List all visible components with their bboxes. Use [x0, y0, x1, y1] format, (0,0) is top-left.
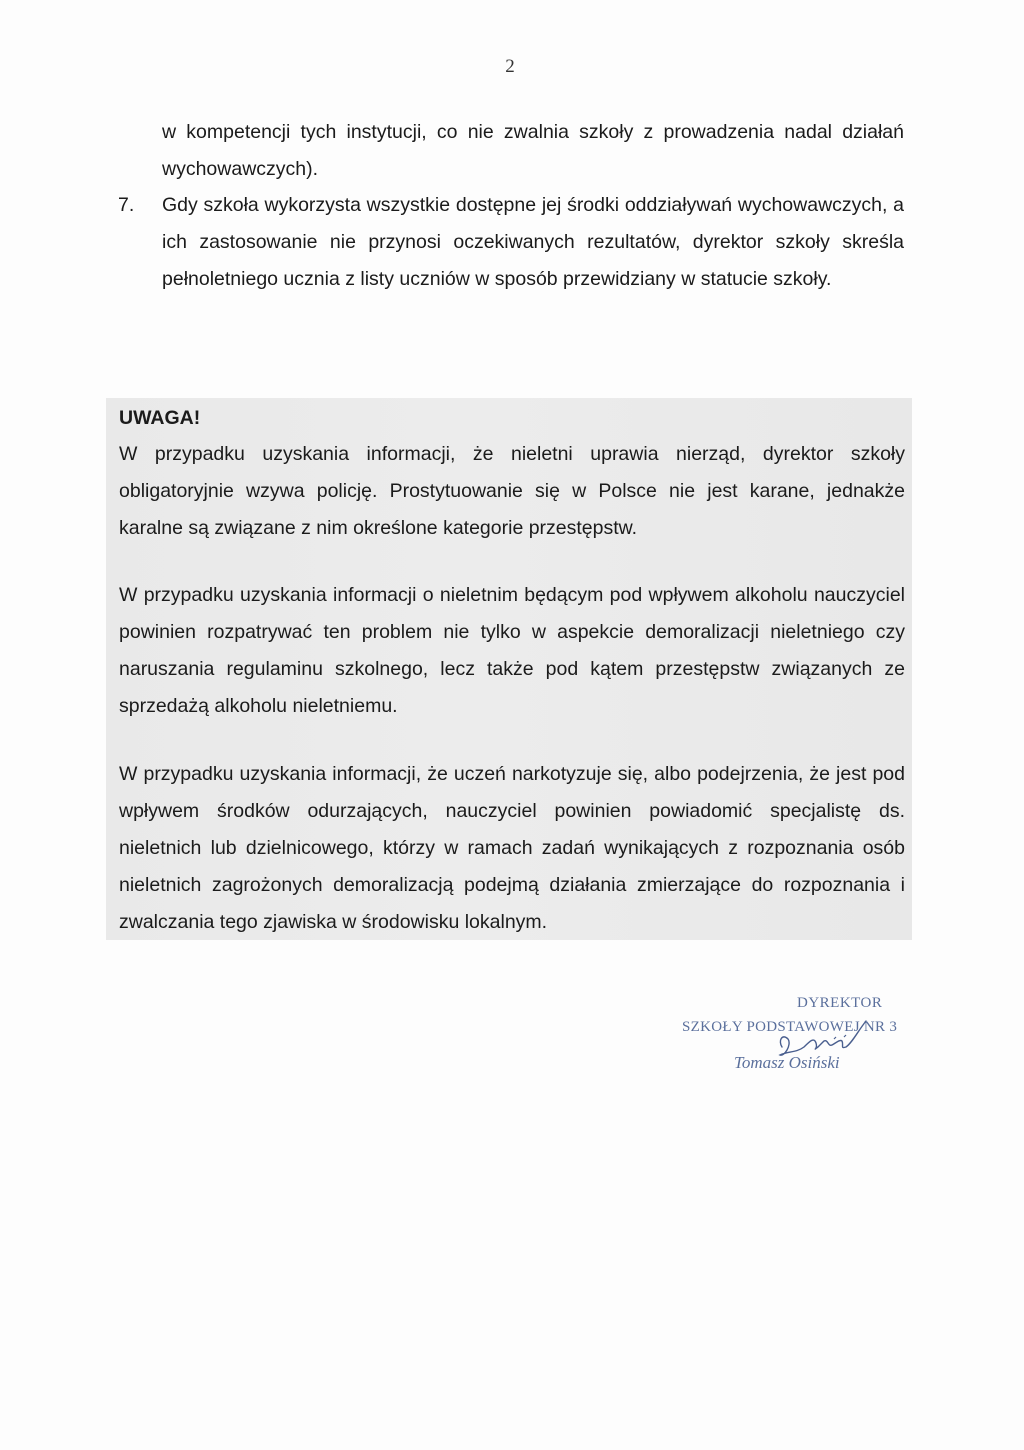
- notice-paragraph-prostitution: W przypadku uzyskania informacji, że nieletni uprawia nierząd, dyrektor szkoły obligatoryjnie wzywa policję. Prostytuowanie się w Polsce nie jest karane, jednakże karalne są związane z nim określone kategorie przestępstw.: [119, 443, 905, 539]
- page-number: 2: [505, 56, 515, 77]
- item7-number: 7.: [118, 194, 135, 216]
- item7-text: Gdy szkoła wykorzysta wszystkie dostępne jej środki oddziaływań wychowawczych, a ich zastosowanie nie przynosi oczekiwanych rezultatów, dyrektor szkoły skreśla pełnoletniego ucznia z listy uczniów w sposób przewidziany w statucie szkoły.: [162, 194, 904, 290]
- notice-paragraph-drugs: W przypadku uzyskania informacji, że uczeń narkotyzuje się, albo podejrzenia, że jest pod wpływem środków odurzających, nauczyciel powinien powiadomić specjalistę ds. nieletnich lub dzielnicowego, którzy w ramach zadań wynikających z rozpoznania osób nieletnich zagrożonych demoralizacją podejmą działania zmierzające do rozpoznania i zwalczania tego zjawiska w środowisku lokalnym.: [119, 763, 905, 933]
- item6-continuation: w kompetencji tych instytucji, co nie zwalnia szkoły z prowadzenia nadal działań wychowawczych).: [162, 121, 904, 180]
- notice-title: UWAGA!: [119, 407, 201, 429]
- stamp-title: DYREKTOR: [797, 995, 883, 1011]
- director-stamp: [682, 995, 932, 1085]
- stamp-school: SZKOŁY PODSTAWOWEJ NR 3: [682, 1019, 898, 1035]
- stamp-name: Tomasz Osiński: [734, 1053, 840, 1072]
- handwritten-signature: [774, 1017, 884, 1063]
- notice-paragraph-alcohol: W przypadku uzyskania informacji o nieletnim będącym pod wpływem alkoholu nauczyciel powinien rozpatrywać ten problem nie tylko w aspekcie demoralizacji nieletniego czy naruszania regulaminu szkolnego, lecz także pod kątem przestępstw związanych ze sprzedażą alkoholu nieletniemu.: [119, 584, 905, 717]
